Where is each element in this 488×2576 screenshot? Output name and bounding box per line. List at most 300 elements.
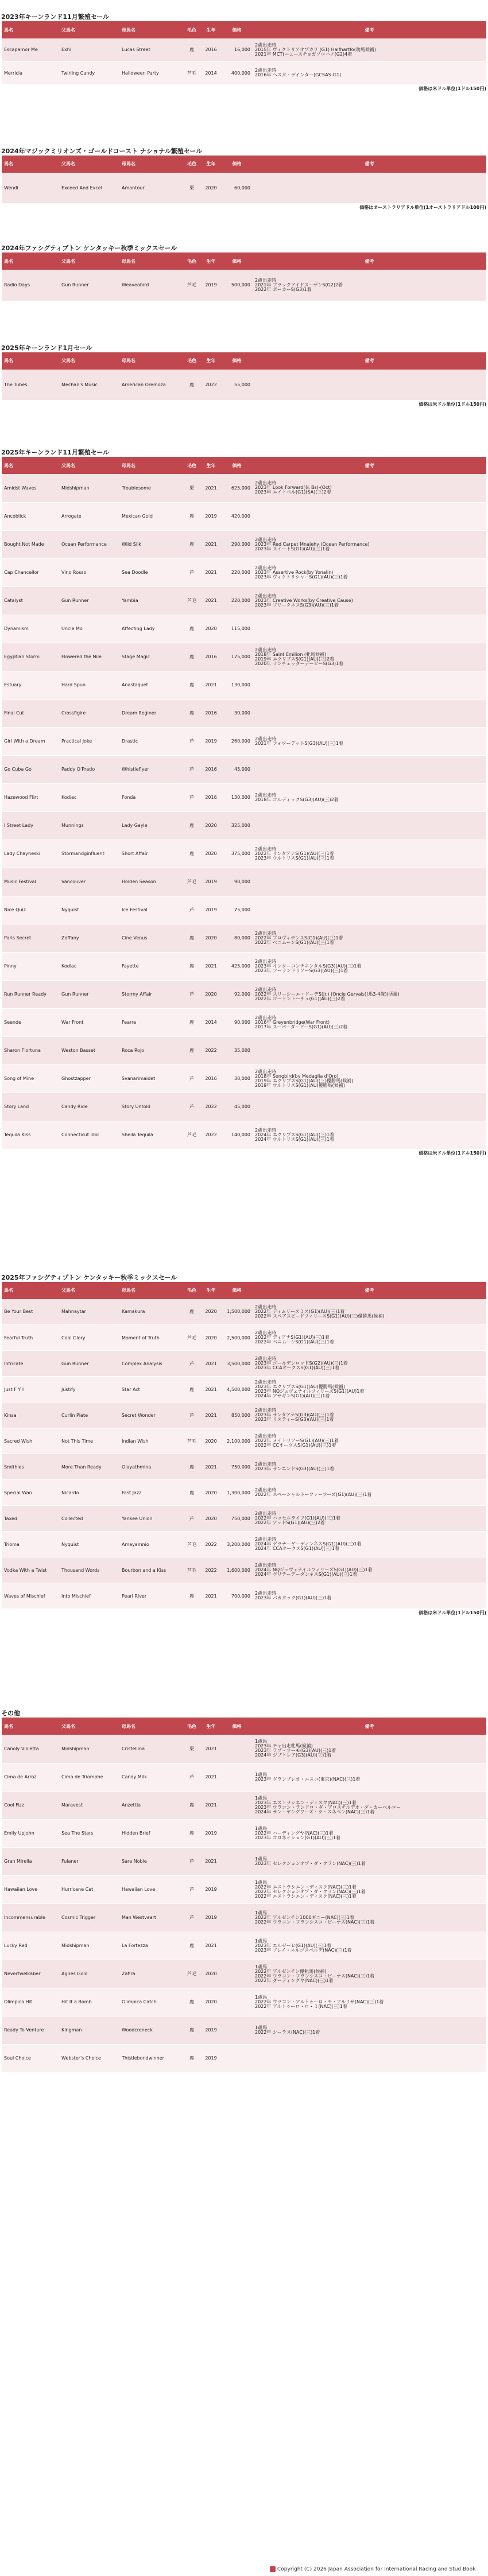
remarks: 2歳出走時 2023年 Creative Works(by Creative Cause) 2023年 プリークネスS(G3)(AU)(三)1着: [253, 586, 486, 615]
dam-name: Anzettia: [119, 1791, 183, 1819]
dam-name: Sheila Tequila: [119, 1121, 183, 1149]
section-2025-fasig-tipton: [0, 1274, 488, 1618]
birth-year: 2022: [201, 370, 221, 401]
coat-color: 芦: [183, 727, 201, 755]
birth-year: 2021: [201, 1763, 221, 1791]
birth-year: 2020: [201, 1988, 221, 2016]
table-row: [2, 755, 486, 783]
sire-name: Kodiac: [59, 783, 119, 811]
section-2025-keeneland-january: [0, 344, 488, 409]
remarks: 2歳出走時 2023年 Look Forward(仏 Bs)-(Oct) 2023年 エイトベル(G1)(SA)(三)2着: [253, 474, 486, 502]
dam-name: Sea Doodle: [119, 558, 183, 586]
coat-color: 芦: [183, 1763, 201, 1791]
table-row: [2, 1557, 486, 1583]
table-row: [2, 558, 486, 586]
col-remarks: 備考: [253, 156, 486, 173]
table-row: [2, 1325, 486, 1351]
remarks: 2歳出走時 2024年 ゲラナーゲーディンネスS(G1)(AU)(三)1着 2024年 CCAオークスS(G1)(AU)(三)1着: [253, 1532, 486, 1557]
col-dam: 母馬名: [119, 1282, 183, 1299]
coat-color: 鹿: [183, 502, 201, 530]
col-year: 生年: [201, 1282, 221, 1299]
price: 115,000: [221, 615, 253, 643]
remarks: [253, 811, 486, 840]
remarks: 1歳馬 2022年 ウラコン・アルトゥーロ・モ・アルリサ(NAC)(三)1着 2022年 アルトゥーロ・ロ・ミ(NAC)(三)1着: [253, 1988, 486, 2016]
table-row: [2, 671, 486, 699]
col-sire: 父馬名: [59, 21, 119, 38]
price: 625,000: [221, 474, 253, 502]
birth-year: 2021: [201, 1351, 221, 1377]
sire-name: Cima de Triomphe: [59, 1763, 119, 1791]
dam-name: Dream Reginer: [119, 699, 183, 727]
remarks: 1歳馬 2023年 セレクションオブ・ダ・クラン(NAC)(三)1着: [253, 1847, 486, 1875]
price: 420,000: [221, 502, 253, 530]
coat-color: 芦: [183, 783, 201, 811]
remarks: 1歳馬 2022年 シーラヌ(NAC)(三)1着: [253, 2016, 486, 2044]
price: 1,500,000: [221, 1299, 253, 1325]
horse-name: Cool Fizz: [2, 1791, 59, 1819]
remarks: 2歳出走時 2022年 スペーシャルトーファーフーズ(G1)(AU)(三)1着: [253, 1480, 486, 1506]
sire-name: Connecticut Idol: [59, 1121, 119, 1149]
remarks: 2歳出走時 2023年 エクリプスS(G1)(AU)優勝馬(候補) 2023年 NQジュヴェナイルフィリーズS(G1)(AU)1着 2024年 アサギンS(G1)(AU)(三)1着: [253, 1377, 486, 1402]
horse-name: Pinny: [2, 952, 59, 980]
horse-name: Special Wan: [2, 1480, 59, 1506]
table-row: [2, 38, 486, 61]
dam-name: Zafira: [119, 1960, 183, 1988]
section-title: 2023年キーンランド11月繁殖セール: [1, 13, 110, 21]
price: 2,500,000: [221, 1325, 253, 1351]
horse-name: Emily Upjohn: [2, 1819, 59, 1847]
dam-name: Hawaiian Love: [119, 1875, 183, 1903]
price: [221, 1819, 253, 1847]
sire-name: Vino Rosso: [59, 558, 119, 586]
price: [221, 2016, 253, 2044]
horse-name: Sharon Flortuna: [2, 1036, 59, 1064]
horse-name: Cap Chancellor: [2, 558, 59, 586]
coat-color: 芦: [183, 1351, 201, 1377]
table-row: [2, 370, 486, 401]
table-header-row: [2, 252, 486, 270]
col-horse: 馬名: [2, 156, 59, 173]
horse-name: Intricate: [2, 1351, 59, 1377]
birth-year: 2014: [201, 1008, 221, 1036]
dam-name: Halloween Party: [119, 61, 183, 84]
table-row: [2, 1932, 486, 1960]
col-color: 毛色: [183, 1718, 201, 1735]
horse-name: Song of Mine: [2, 1064, 59, 1093]
price: [221, 1791, 253, 1819]
col-color: 毛色: [183, 21, 201, 38]
horse-name: Olimpica Hit: [2, 1988, 59, 2016]
remarks: 2歳出走時 2016年 ヘスタ・デインター(GCSAS-G1): [253, 61, 486, 84]
price: [221, 1735, 253, 1763]
remarks: [253, 1036, 486, 1064]
birth-year: 2020: [201, 980, 221, 1008]
remarks: [253, 671, 486, 699]
birth-year: 2016: [201, 1064, 221, 1093]
horse-name: Lady Chayneski: [2, 840, 59, 868]
col-price: 価格: [221, 156, 253, 173]
section-2024-magic-millions: [0, 147, 488, 212]
table-row: [2, 1428, 486, 1454]
col-horse: 馬名: [2, 1282, 59, 1299]
col-remarks: 備考: [253, 1282, 486, 1299]
dam-name: Roca Rojo: [119, 1036, 183, 1064]
price: [221, 2044, 253, 2072]
remarks: 2歳出走時 2016年 Greyenbridge(War Front) 2017年 スーパーダービーS(G1)(AU)(三)2着: [253, 1008, 486, 1036]
coat-color: 鹿: [183, 952, 201, 980]
remarks: 1歳馬 2022年 ハーディングヤ(NAC)(三)1着 2023年 コロネイション(G1)(AU)(三)1着: [253, 1819, 486, 1847]
horse-name: Cima de Arroz: [2, 1763, 59, 1791]
horse-name: Incommensurable: [2, 1903, 59, 1932]
birth-year: 2020: [201, 1428, 221, 1454]
remarks: 1歳馬 2022年 アルゼンチン1000ギニー(NAC)(三)1着 2022年 ウラコン・フランシスコ・ビーナス(NAC)(三)1着: [253, 1903, 486, 1932]
horse-name: Bought Not Made: [2, 530, 59, 558]
section-other: [0, 1709, 488, 2073]
price: 850,000: [221, 1402, 253, 1428]
dam-name: Affecting Lady: [119, 615, 183, 643]
remarks: [253, 502, 486, 530]
table-row: [2, 1875, 486, 1903]
dam-name: Lady Gayle: [119, 811, 183, 840]
coat-color: 芦毛: [183, 1532, 201, 1557]
birth-year: 2020: [201, 1480, 221, 1506]
price: 130,000: [221, 783, 253, 811]
dam-name: Lucas Street: [119, 38, 183, 61]
dam-name: Yankee Union: [119, 1506, 183, 1532]
table-row: [2, 1819, 486, 1847]
col-year: 生年: [201, 252, 221, 270]
table-row: [2, 1791, 486, 1819]
price: 700,000: [221, 1583, 253, 1609]
birth-year: 2020: [201, 615, 221, 643]
remarks: 2歳出走時 2021年 フォワーデットS(G3)(AU)(三)1着: [253, 727, 486, 755]
table-row: [2, 896, 486, 924]
coat-color: 芦: [183, 755, 201, 783]
dam-name: Short Affair: [119, 840, 183, 868]
col-horse: 馬名: [2, 352, 59, 370]
sire-name: Into Mischief: [59, 1583, 119, 1609]
horse-name: Sacred Wish: [2, 1428, 59, 1454]
col-year: 生年: [201, 352, 221, 370]
remarks: [253, 868, 486, 896]
table-header-row: [2, 457, 486, 474]
remarks: 2歳出走時 2018年 Songbird(by Medaglia d'Oro) 2019年 エクリプスS(G1)(AU)(三)優勝馬(候補) 2019年 ウルトリスS(G1)(AU)優勝馬(候補): [253, 1064, 486, 1093]
birth-year: 2016: [201, 755, 221, 783]
table-header-row: [2, 21, 486, 38]
section-title: 2024年マジックミリオンズ・ゴールドコースト ナショナル繁殖セール: [1, 147, 203, 155]
sire-name: Curlin Plate: [59, 1402, 119, 1428]
price: 35,000: [221, 1036, 253, 1064]
table-header-row: [2, 1718, 486, 1735]
price: [221, 1763, 253, 1791]
col-sire: 父馬名: [59, 1282, 119, 1299]
col-year: 生年: [201, 1718, 221, 1735]
table-row: [2, 1093, 486, 1121]
col-dam: 母馬名: [119, 21, 183, 38]
dam-name: Weaveabird: [119, 270, 183, 301]
table-row: [2, 1532, 486, 1557]
table-row: [2, 1735, 486, 1763]
price: 16,000: [221, 38, 253, 61]
sire-name: Gun Runner: [59, 980, 119, 1008]
horse-name: Fearful Truth: [2, 1325, 59, 1351]
price: 325,000: [221, 811, 253, 840]
remarks: 2歳出走時 2022年 ディアナS(G1)(AU)(三)1着 2022年 ベニムーンS(G1)(AU)(三)1着: [253, 1325, 486, 1351]
horse-name: The Tubes: [2, 370, 59, 401]
remarks: 2歳出走時 2022年 サンタアナS(G1)(AU)(三)1着 2023年 ウルトリスS(G1)(AU)(三)1着: [253, 840, 486, 868]
dam-name: Ice Festival: [119, 896, 183, 924]
col-price: 価格: [221, 252, 253, 270]
horse-name: Nice Quiz: [2, 896, 59, 924]
sire-name: Collected: [59, 1506, 119, 1532]
birth-year: 2022: [201, 1121, 221, 1149]
horse-name: Gran Mirella: [2, 1847, 59, 1875]
dam-name: Cine Venus: [119, 924, 183, 952]
dam-name: Amantour: [119, 173, 183, 204]
currency-note: 価格は米ドル単位(1ドル150円): [419, 1610, 486, 1615]
price: 1,300,000: [221, 1480, 253, 1506]
price: 75,000: [221, 896, 253, 924]
jairs-logo-icon: [270, 2566, 276, 2572]
remarks: [253, 699, 486, 727]
sales-table: [2, 252, 486, 301]
table-row: [2, 1121, 486, 1149]
coat-color: 鹿: [183, 840, 201, 868]
horse-name: Soul Choice: [2, 2044, 59, 2072]
coat-color: 芦毛: [183, 1121, 201, 1149]
sire-name: Kodiac: [59, 952, 119, 980]
sire-name: Twirling Candy: [59, 61, 119, 84]
table-row: [2, 1480, 486, 1506]
sire-name: Candy Ride: [59, 1093, 119, 1121]
price: 290,000: [221, 530, 253, 558]
coat-color: 鹿: [183, 38, 201, 61]
dam-name: Hidden Brief: [119, 1819, 183, 1847]
table-row: [2, 952, 486, 980]
sire-name: Practical Joke: [59, 727, 119, 755]
horse-name: Canoly Violetta: [2, 1735, 59, 1763]
horse-name: Story Land: [2, 1093, 59, 1121]
birth-year: 2021: [201, 1377, 221, 1402]
birth-year: 2021: [201, 530, 221, 558]
coat-color: 芦毛: [183, 1557, 201, 1583]
remarks: 1歳馬 2022年 アルゼンチン優牝馬(候補) 2022年 ウラコン・フランシスコ・ビーナス(NAC)(三)1着 2022年 ダーディングヤ(NAC)(三)1着: [253, 1960, 486, 1988]
sire-name: Midshipman: [59, 474, 119, 502]
sire-name: Mechan's Music: [59, 370, 119, 401]
price: 1,600,000: [221, 1557, 253, 1583]
table-header-row: [2, 156, 486, 173]
birth-year: 2021: [201, 1735, 221, 1763]
sire-name: Zoffany: [59, 924, 119, 952]
col-price: 価格: [221, 21, 253, 38]
sire-name: Webster's Choice: [59, 2044, 119, 2072]
coat-color: 鹿: [183, 671, 201, 699]
dam-name: Whistleflyer: [119, 755, 183, 783]
table-row: [2, 924, 486, 952]
sire-name: War Front: [59, 1008, 119, 1036]
table-row: [2, 2016, 486, 2044]
sire-name: Fulaner: [59, 1847, 119, 1875]
price: 4,500,000: [221, 1377, 253, 1402]
coat-color: 鹿: [183, 924, 201, 952]
price: 750,000: [221, 1506, 253, 1532]
coat-color: 芦毛: [183, 1325, 201, 1351]
price: 80,000: [221, 924, 253, 952]
sales-table: [2, 1282, 486, 1610]
dam-name: Star Act: [119, 1377, 183, 1402]
birth-year: 2021: [201, 1847, 221, 1875]
horse-name: Waves of Mischief: [2, 1583, 59, 1609]
remarks: 2歳出走時 2023年 Red Carpet Mnajehy (Ocean Performance) 2023年 スイートS(G1)(AU)(三)1着: [253, 530, 486, 558]
price: 45,000: [221, 1093, 253, 1121]
col-sire: 父馬名: [59, 1718, 119, 1735]
remarks: [253, 896, 486, 924]
dam-name: Wild Silk: [119, 530, 183, 558]
horse-name: Merricia: [2, 61, 59, 84]
table-row: [2, 699, 486, 727]
coat-color: 鹿: [183, 699, 201, 727]
remarks: 2歳出走時 2024年 エクリプスS(G1)(AU)(三)1着 2024年 ウルトリスS(G1)(AU)(三)1着: [253, 1121, 486, 1149]
sire-name: Stormandginfluent: [59, 840, 119, 868]
remarks: 2歳出走時 2022年 スリーシーエ・ドーデS(Jr.) (Oncle Gervais)(馬3-4歳)(所属) 2022年 ゴードントーチュ(G1)(AU)(三)2着: [253, 980, 486, 1008]
sire-name: Sea The Stars: [59, 1819, 119, 1847]
coat-color: 鹿: [183, 1036, 201, 1064]
coat-color: 栗: [183, 474, 201, 502]
col-dam: 母馬名: [119, 457, 183, 474]
sire-name: Flowered the Nile: [59, 643, 119, 671]
birth-year: 2019: [201, 2016, 221, 2044]
birth-year: 2019: [201, 2044, 221, 2072]
coat-color: 芦: [183, 980, 201, 1008]
table-row: [2, 783, 486, 811]
horse-name: Estuary: [2, 671, 59, 699]
price: 55,000: [221, 370, 253, 401]
coat-color: 芦毛: [183, 1960, 201, 1988]
price: 3,500,000: [221, 1351, 253, 1377]
price: 30,000: [221, 1064, 253, 1093]
table-row: [2, 474, 486, 502]
sire-name: Hurricane Cat: [59, 1875, 119, 1903]
remarks: 2歳出走時 2023年 サンタアナS(G3)(AU)(三)1着 2023年 リスティーS(G3)(AU)(三)1着: [253, 1402, 486, 1428]
birth-year: 2020: [201, 1299, 221, 1325]
price: [221, 1932, 253, 1960]
price: [221, 1847, 253, 1875]
remarks: 2歳出走時 2022年 ハッセルライフ(G1)(AU)(三)1着 2022年 アッドS(G1)(AU)(三)2着: [253, 1506, 486, 1532]
dam-name: La Fortezza: [119, 1932, 183, 1960]
table-row: [2, 2044, 486, 2072]
sire-name: Coal Glory: [59, 1325, 119, 1351]
coat-color: 鹿: [183, 1932, 201, 1960]
birth-year: 2019: [201, 896, 221, 924]
horse-name: Girl With a Dream: [2, 727, 59, 755]
coat-color: 鹿: [183, 1480, 201, 1506]
remarks: 2歳出走時 2023年 サンエンドS(G3)(AU)(三)1着: [253, 1454, 486, 1480]
price: 3,200,000: [221, 1532, 253, 1557]
birth-year: 2020: [201, 811, 221, 840]
sire-name: Crossfigire: [59, 699, 119, 727]
coat-color: 鹿: [183, 2016, 201, 2044]
dam-name: Svanarimaidet: [119, 1064, 183, 1093]
coat-color: 鹿: [183, 1454, 201, 1480]
dam-name: Stormy Affair: [119, 980, 183, 1008]
coat-color: 芦毛: [183, 586, 201, 615]
horse-name: Escapamor Me: [2, 38, 59, 61]
horse-name: Dynamism: [2, 615, 59, 643]
col-year: 生年: [201, 21, 221, 38]
dam-name: Man Westvaart: [119, 1903, 183, 1932]
birth-year: 2019: [201, 727, 221, 755]
horse-name: Trioma: [2, 1532, 59, 1557]
horse-name: Nevertwelkaber: [2, 1960, 59, 1988]
col-year: 生年: [201, 457, 221, 474]
section-title: 2025年ファシグティプトン ケンタッキー秋季ミックスセール: [1, 1273, 177, 1281]
sire-name: Weston Basset: [59, 1036, 119, 1064]
birth-year: 2022: [201, 1532, 221, 1557]
birth-year: 2019: [201, 868, 221, 896]
sire-name: Cosmic Trigger: [59, 1903, 119, 1932]
dam-name: Story Untold: [119, 1093, 183, 1121]
dam-name: Woodcreneck: [119, 2016, 183, 2044]
sire-name: More Than Ready: [59, 1454, 119, 1480]
horse-name: Taxed: [2, 1506, 59, 1532]
col-year: 生年: [201, 156, 221, 173]
horse-name: Be Your Best: [2, 1299, 59, 1325]
col-sire: 父馬名: [59, 457, 119, 474]
col-color: 毛色: [183, 156, 201, 173]
sire-name: Nyquist: [59, 896, 119, 924]
birth-year: 2022: [201, 1093, 221, 1121]
sire-name: Exceed And Excel: [59, 173, 119, 204]
col-horse: 馬名: [2, 1718, 59, 1735]
table-row: [2, 615, 486, 643]
sire-name: Agnes Gold: [59, 1960, 119, 1988]
sales-table: [2, 457, 486, 1149]
birth-year: 2021: [201, 1402, 221, 1428]
table-header-row: [2, 352, 486, 370]
table-row: [2, 727, 486, 755]
birth-year: 2019: [201, 1819, 221, 1847]
section-title: 2025年キーンランド11月繁殖セール: [1, 449, 110, 456]
section-title: その他: [1, 1709, 20, 1717]
remarks: [253, 173, 486, 204]
col-price: 価格: [221, 352, 253, 370]
coat-color: 芦: [183, 1847, 201, 1875]
price: 92,000: [221, 980, 253, 1008]
table-row: [2, 1064, 486, 1093]
remarks: [253, 615, 486, 643]
table-row: [2, 868, 486, 896]
coat-color: 芦: [183, 1402, 201, 1428]
sire-name: Vancouver: [59, 868, 119, 896]
birth-year: 2021: [201, 1791, 221, 1819]
price: 425,000: [221, 952, 253, 980]
dam-name: Yambia: [119, 586, 183, 615]
dam-name: Kamakura: [119, 1299, 183, 1325]
coat-color: 鹿: [183, 1008, 201, 1036]
horse-name: Egyptian Storm: [2, 643, 59, 671]
sire-name: Thousand Words: [59, 1557, 119, 1583]
coat-color: 鹿: [183, 370, 201, 401]
coat-color: 芦: [183, 1093, 201, 1121]
col-color: 毛色: [183, 457, 201, 474]
sire-name: Hard Spun: [59, 671, 119, 699]
dam-name: Complex Analysis: [119, 1351, 183, 1377]
sire-name: Arrogate: [59, 502, 119, 530]
col-dam: 母馬名: [119, 252, 183, 270]
remarks: 2歳出走時 2023年 バカタック(G1)(AU)(三)1着: [253, 1583, 486, 1609]
horse-name: Wendi: [2, 173, 59, 204]
table-row: [2, 840, 486, 868]
